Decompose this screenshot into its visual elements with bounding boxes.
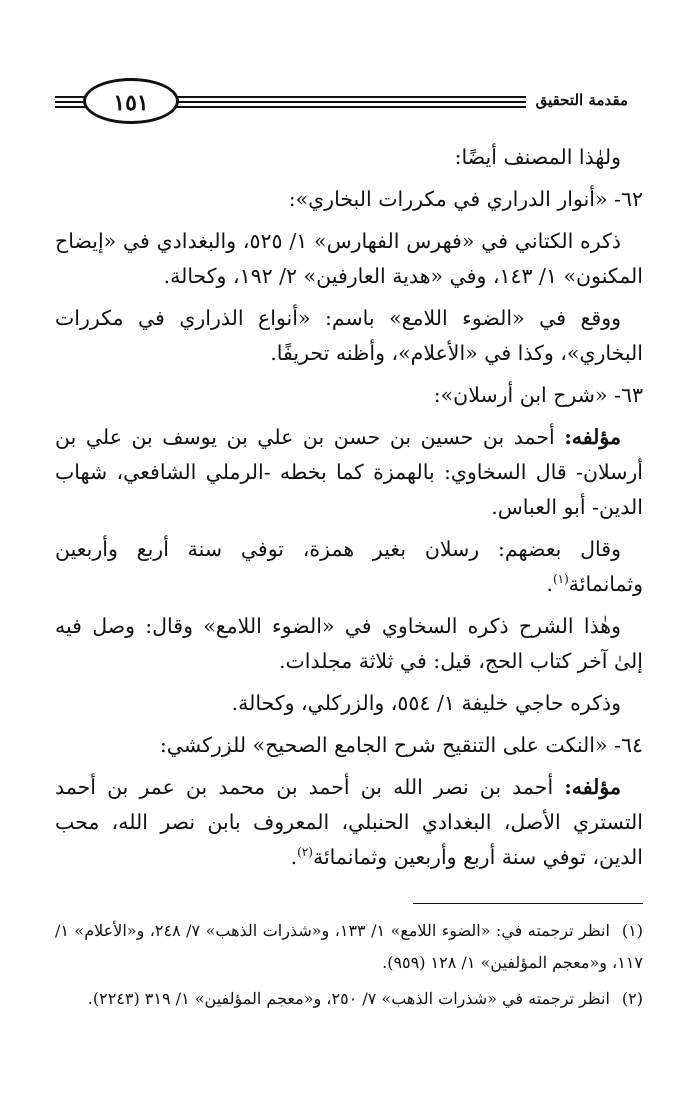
paragraph-63-mentions: وذكره حاجي خليفة ١/ ٥٥٤، والزركلي، وكحالة. — [231, 691, 621, 715]
author-label: مؤلفه: — [564, 425, 621, 449]
page-number: ١٥١ — [83, 78, 179, 124]
footnote-number: (١) — [621, 921, 643, 940]
paragraph-intro: ولهٰذا المصنف أيضًا: — [454, 145, 621, 169]
paragraph-63-sakhawi: وهٰذا الشرح ذكره السخاوي في «الضوء اللامع» وقال: وصل فيه إلىٰ آخر كتاب الحج، قيل: في ثلاثة مجلدات. — [55, 614, 643, 673]
author-text: أحمد بن نصر الله بن أحمد بن محمد بن عمر بن أحمد التستري الأصل، البغدادي الحنبلي، المعروف بابن نصر الله، محب الدين، توفي سنة أربع وأربعين وثمانمائة — [55, 775, 643, 869]
header-title: مقدمة التحقيق — [526, 86, 628, 114]
entry-heading-63: ٦٣- «شرح ابن أرسلان»: — [433, 383, 643, 407]
footnotes — [55, 915, 643, 1019]
footnote-ref-2[interactable]: (٢) — [297, 845, 313, 860]
name-note-text: وقال بعضهم: رسلان بغير همزة، توفي سنة أربع وأربعين وثمانمائة — [55, 537, 643, 596]
running-header — [55, 78, 628, 124]
footnote-text: انظر ترجمته في «شذرات الذهب» ٧/ ٢٥٠، و«معجم المؤلفين» ١/ ٣١٩ (٢٢٤٣). — [87, 989, 610, 1008]
paragraph-63-name-note — [55, 532, 643, 602]
footnote-text: انظر ترجمته في: «الضوء اللامع» ١/ ١٣٣، و«شذرات الذهب» ٧/ ٢٤٨، و«الأعلام» ١/ ١١٧، و«معجم المؤلفين» ١/ ١٢٨ (٩٥٩). — [55, 921, 643, 972]
sentence-end: . — [290, 845, 298, 869]
footnote-separator — [413, 903, 643, 904]
footnote-1 — [55, 915, 643, 979]
paragraph-62-variant: ووقع في «الضوء اللامع» باسم: «أنواع الذراري في مكررات البخاري»، وكذا في «الأعلام»، وأظنه تحريفًا. — [55, 306, 643, 365]
paragraph-62-mentions: ذكره الكتاني في «فهرس الفهارس» ١/ ٥٢٥، والبغدادي في «إيضاح المكنون» ١/ ١٤٣، وفي «هدية العارفين» ٢/ ١٩٢، وكحالة. — [55, 229, 643, 288]
entry-heading-64: ٦٤- «النكت على التنقيح شرح الجامع الصحيح» للزركشي: — [159, 733, 643, 757]
author-text: أحمد بن حسين بن حسن بن علي بن يوسف بن علي بن أرسلان- قال السخاوي: بالهمزة كما بخطه -الرملي الشافعي، شهاب الدين- أبو العباس. — [55, 425, 643, 519]
footnote-ref-1[interactable]: (١) — [552, 572, 569, 587]
author-label: مؤلفه: — [564, 775, 621, 799]
sentence-end: . — [546, 572, 553, 596]
paragraph-64-author — [55, 770, 643, 875]
footnote-2 — [55, 983, 643, 1015]
footnote-number: (٢) — [621, 989, 643, 1008]
entry-heading-62: ٦٢- «أنوار الدراري في مكررات البخاري»: — [288, 187, 643, 211]
paragraph-63-author — [55, 420, 643, 525]
main-text — [55, 140, 643, 882]
